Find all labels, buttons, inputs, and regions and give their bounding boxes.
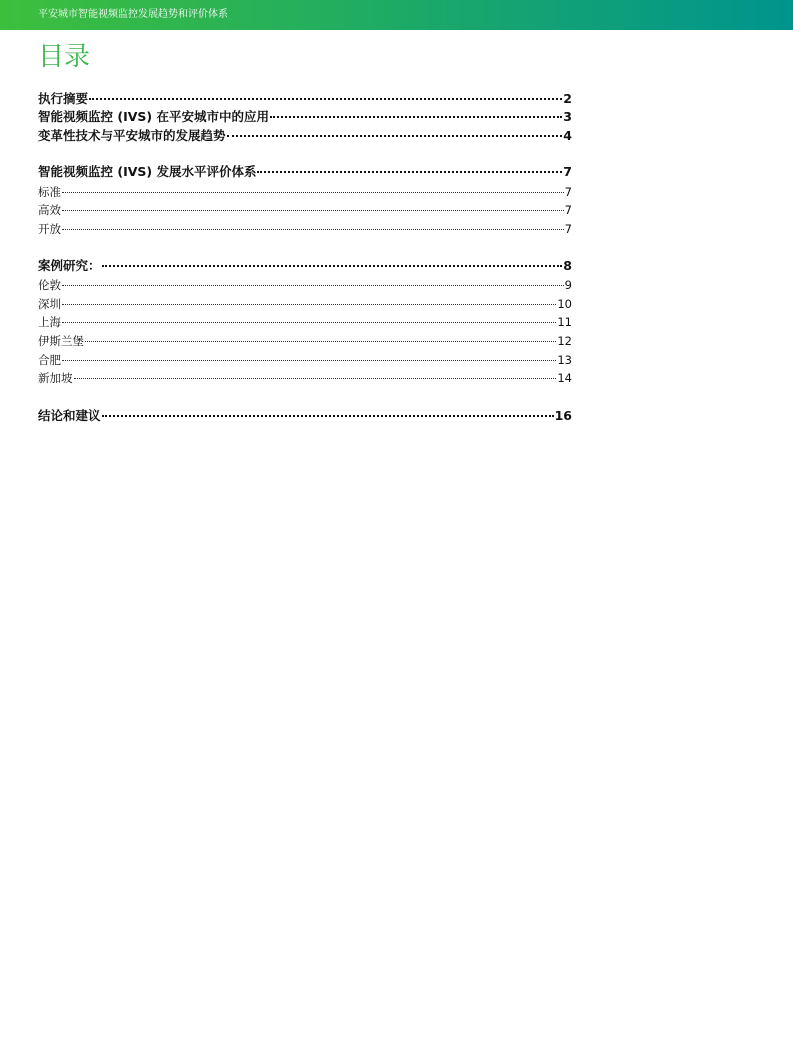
toc-entry-page: 12	[557, 334, 572, 348]
toc-entry-page: 13	[557, 353, 572, 367]
toc-leader-dots	[62, 322, 556, 323]
toc-entry-page: 11	[557, 315, 572, 329]
toc-leader-dots	[257, 171, 562, 173]
toc-entry-label: 伦敦	[38, 278, 61, 292]
toc-entry-page: 14	[557, 371, 572, 385]
toc-entry-page: 7	[564, 185, 572, 199]
toc-entry-label: 智能视频监控 (IVS) 在平安城市中的应用	[38, 109, 269, 124]
page-title: 目录	[38, 42, 91, 72]
toc-entry-page: 7	[563, 164, 572, 179]
toc-entry-page: 2	[563, 91, 572, 106]
toc-entry[interactable]	[38, 127, 572, 145]
toc-entry-label: 标准	[38, 185, 61, 199]
toc-leader-dots	[74, 378, 557, 379]
toc-entry[interactable]	[38, 90, 572, 108]
toc-entry-page: 9	[564, 278, 572, 292]
toc-entry[interactable]	[38, 183, 572, 201]
toc-entry-page: 16	[554, 408, 572, 423]
toc-leader-dots	[62, 210, 564, 211]
toc-entry-label: 执行摘要	[38, 91, 89, 106]
toc-entry-page: 4	[563, 128, 572, 143]
toc-entry-label: 开放	[38, 222, 61, 236]
toc-leader-dots	[62, 229, 564, 230]
toc-entry[interactable]	[38, 369, 572, 387]
toc-leader-dots	[227, 135, 563, 137]
toc-entry[interactable]	[38, 220, 572, 238]
toc-entry-label: 新加坡	[38, 371, 73, 385]
toc-entry[interactable]	[38, 108, 572, 126]
toc-entry-page: 8	[563, 258, 572, 273]
toc-entry[interactable]	[38, 407, 572, 425]
toc-leader-dots	[89, 98, 562, 100]
toc-entry-label: 案例研究：	[38, 258, 101, 273]
header-band	[0, 0, 793, 30]
toc-entry[interactable]	[38, 295, 572, 313]
toc-leader-dots	[102, 265, 563, 267]
toc-entry[interactable]	[38, 276, 572, 294]
toc-entry-page: 7	[564, 222, 572, 236]
toc-entry-label: 上海	[38, 315, 61, 329]
toc-entry-page: 3	[563, 109, 572, 124]
header-title: 平安城市智能视频监控发展趋势和评价体系	[38, 9, 228, 20]
toc-leader-dots	[85, 341, 556, 342]
toc-entry-page: 10	[557, 297, 572, 311]
toc-entry-label: 伊斯兰堡	[38, 334, 84, 348]
toc-entry[interactable]	[38, 257, 572, 275]
toc-leader-dots	[62, 304, 556, 305]
toc-entry[interactable]	[38, 163, 572, 181]
toc-leader-dots	[62, 285, 564, 286]
toc-entry[interactable]	[38, 351, 572, 369]
toc-entry-label: 变革性技术与平安城市的发展趋势	[38, 128, 226, 143]
toc-entry-label: 深圳	[38, 297, 61, 311]
toc-leader-dots	[62, 360, 556, 361]
toc-entry-label: 结论和建议	[38, 408, 101, 423]
toc-leader-dots	[270, 116, 562, 118]
toc-entry-label: 智能视频监控 (IVS) 发展水平评价体系	[38, 164, 257, 179]
toc-leader-dots	[102, 415, 554, 417]
toc-entry[interactable]	[38, 313, 572, 331]
toc-entry-label: 合肥	[38, 353, 61, 367]
toc-entry-page: 7	[564, 203, 572, 217]
toc-entry[interactable]	[38, 201, 572, 219]
toc-leader-dots	[62, 192, 564, 193]
toc-entry[interactable]	[38, 332, 572, 350]
toc-entry-label: 高效	[38, 203, 61, 217]
